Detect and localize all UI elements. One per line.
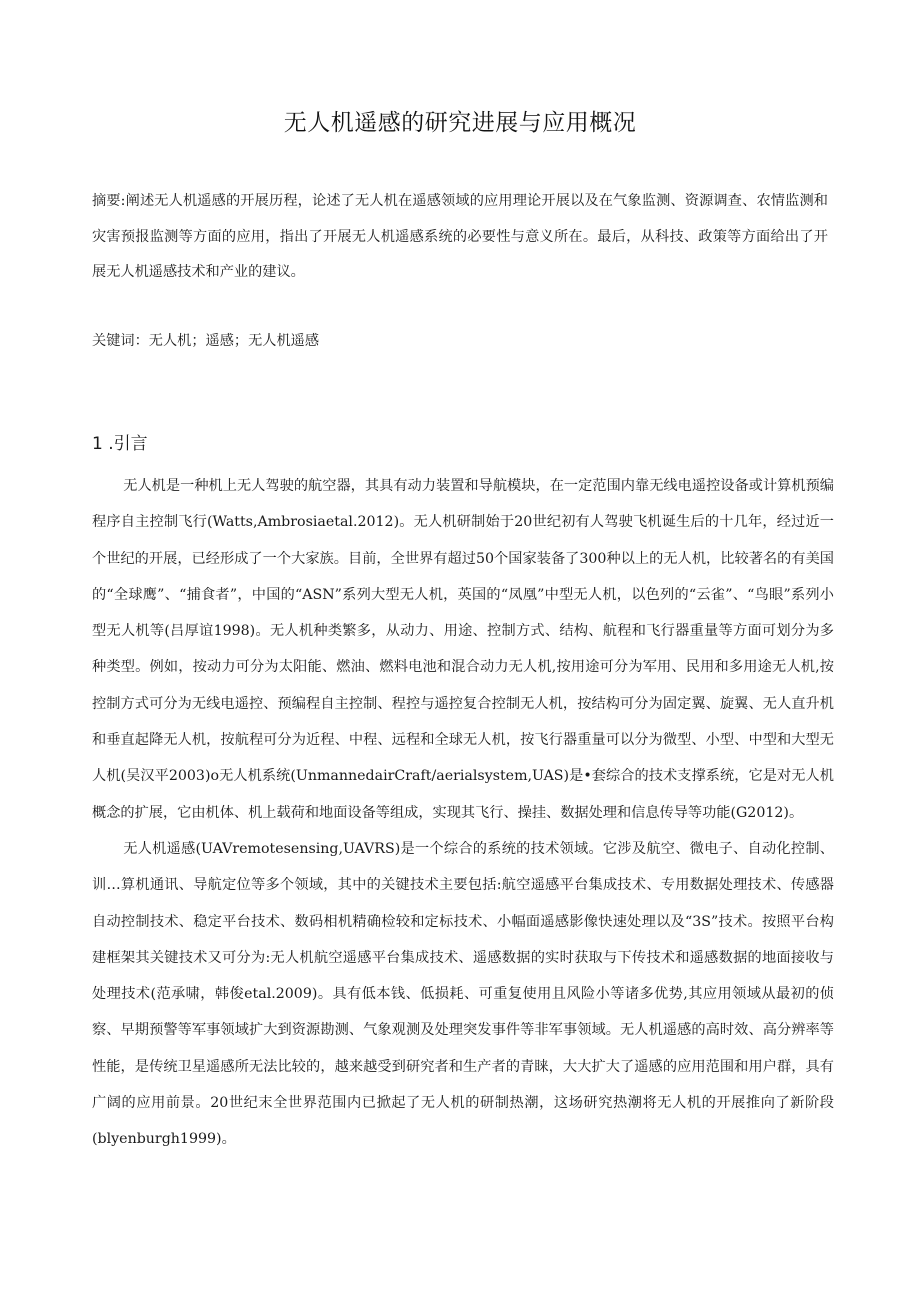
introduction-body: [92, 468, 834, 1158]
document-title: 无人机遥感的研究进展与应用概况: [283, 110, 637, 136]
abstract-paragraph: 摘要:阐述无人机遥感的开展历程，论述了无人机在遥感领域的应用理论开展以及在气象监测、资源调查、农情监测和灾害预报监测等方面的应用，指出了开展无人机遥感系统的必要性与意义所在。最后，从科技、政策等方面给出了开展无人机遥感技术和产业的建议。: [92, 193, 828, 280]
section-heading-introduction: 1 .引言: [92, 434, 148, 454]
body-paragraph: 无人机遥感(UAVremotesensing,UAVRS)是一个综合的系统的技术领域。它涉及航空、微电子、自动化控制、训…算机通讯、导航定位等多个领域，其中的关键技术主要包括:航空遥感平台集成技术、专用数据处理技术、传感器自动控制技术、稳定平台技术、数码相机精确检较和定标技术、小幅面遥感影像快速处理以及“3S”技术。按照平台构建框架其关键技术又可分为:无人机航空遥感平台集成技术、遥感数据的实时获取与下传技术和遥感数据的地面接收与处理技术(范承啸，韩俊etal.2009)。具有低本钱、低损耗、可重复使用且风险小等诸多优势,其应用领域从最初的侦察、早期预警等军事领域扩大到资源勘测、气象观测及处理突发事件等非军事领域。无人机遥感的高时效、高分辨率等性能，是传统卫星遥感所无法比较的，越来越受到研究者和生产者的青睐，大大扩大了遥感的应用范围和用户群，具有广阔的应用前景。20世纪末全世界范围内已掀起了无人机的研制热潮，这场研究热潮将无人机的开展推向了新阶段(blyenburgh1999)。: [92, 840, 834, 1148]
keywords-line: 关键词：无人机；遥感；无人机遥感: [92, 333, 320, 349]
body-paragraph: 无人机是一种机上无人驾驶的航空器，其具有动力装置和导航模块，在一定范围内靠无线电遥控设备或计算机预编程序自主控制飞行(Watts,Ambrosiaetal.2012)。无人机研制始于20世纪初有人驾驶飞机诞生后的十几年，经过近一个世纪的开展，已经形成了一个大家族。目前，全世界有超过50个国家装备了300种以上的无人机，比较著名的有美国的“全球鹰”、“捕食者”，中国的“ASN”系列大型无人机，英国的“凤凰”中型无人机，以色列的“云雀”、“鸟眼”系列小型无人机等(吕厚谊1998)。无人机种类繁多，从动力、用途、控制方式、结构、航程和飞行器重量等方面可划分为多种类型。例如，按动力可分为太阳能、燃油、燃料电池和混合动力无人机,按用途可分为军用、民用和多用途无人机,按控制方式可分为无线电遥控、预编程自主控制、程控与遥控复合控制无人机，按结构可分为固定翼、旋翼、无人直升机和垂直起降无人机，按航程可分为近程、中程、远程和全球无人机，按飞行器重量可以分为微型、小型、中型和大型无人机(吴汉平2003)o无人机系统(UnmannedairCraft/aerialsystem,UAS)是•套综合的技术支撑系统，它是对无人机概念的扩展，它由机体、机上载荷和地面设备等组成，实现其飞行、操挂、数据处理和信息传导等功能(G2012)。: [92, 478, 834, 821]
